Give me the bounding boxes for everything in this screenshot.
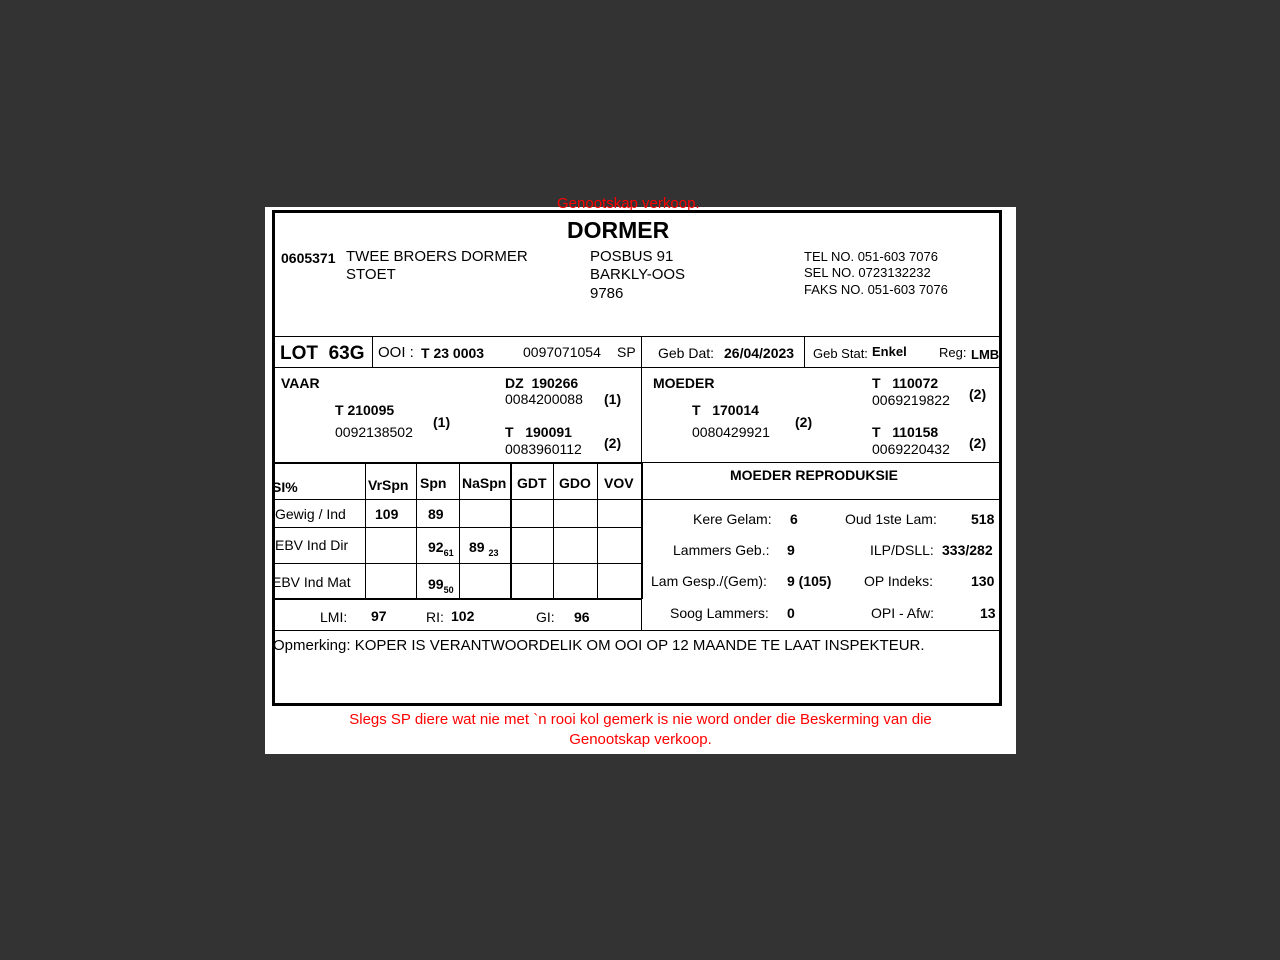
vaar-number: 0092138502 (335, 424, 413, 440)
divider (510, 462, 512, 599)
geb-dat-value: 26/04/2023 (724, 345, 795, 361)
vaar-sire-number: 0084200088 (505, 391, 583, 407)
si-header-gdt: GDT (517, 475, 547, 491)
footer-notice-line2: Genootskap verkoop. (569, 731, 712, 748)
moeder-id: T 170014 (692, 402, 759, 418)
vaar-code: (1) (433, 414, 451, 430)
gewig-vrspn: 109 (375, 506, 399, 522)
gi-label: GI: (536, 609, 555, 625)
divider (372, 336, 373, 368)
opi-value: 13 (980, 605, 996, 621)
divider (273, 336, 1001, 337)
op-indeks-value: 130 (971, 573, 995, 589)
remark-label: Opmerking: (273, 637, 351, 654)
vaar-sire-id: DZ 190266 (505, 375, 579, 391)
opi-label: OPI - Afw: (871, 605, 935, 621)
ri-value: 102 (451, 608, 475, 624)
ri-label: RI: (426, 609, 444, 625)
tel-number: TEL NO. 051-603 7076 (804, 249, 938, 264)
divider (416, 462, 417, 599)
moeder-sire-id: T 110072 (872, 375, 939, 391)
ebv-mat-spn (428, 576, 454, 595)
top-notice-fragment: Genootskap verkoop. (557, 195, 700, 212)
divider (597, 462, 598, 599)
moeder-dam-id: T 110158 (872, 424, 939, 440)
lam-gesp-value: 9 (105) (787, 573, 832, 589)
geb-stat-label: Geb Stat: (813, 346, 868, 361)
divider (272, 563, 642, 564)
moeder-dam-code: (2) (969, 435, 987, 451)
divider (272, 630, 1002, 631)
row-label-gewig: Gewig / Ind (275, 506, 346, 522)
si-header-vov: VOV (604, 475, 634, 491)
moeder-number: 0080429921 (692, 424, 770, 440)
breeder-name-line2: STOET (346, 266, 396, 283)
vaar-dam-id: T 190091 (505, 424, 572, 440)
oud-value: 518 (971, 511, 995, 527)
lot-number: 63G (328, 343, 365, 364)
vaar-label: VAAR (281, 375, 320, 391)
lammers-geb-value: 9 (787, 542, 795, 558)
vaar-dam-number: 0083960112 (505, 441, 582, 457)
divider (272, 527, 642, 528)
address-line3: 9786 (590, 285, 624, 302)
ooi-label: OOI : (378, 344, 414, 361)
remark (273, 637, 925, 654)
ilp-value: 333/282 (942, 542, 993, 558)
soog-label: Soog Lammers: (670, 605, 769, 621)
kere-gelam-label: Kere Gelam: (693, 511, 772, 527)
ooi-id: T 23 0003 (421, 345, 485, 361)
si-header-vrspn: VrSpn (368, 477, 409, 493)
ebv-dir-spn (428, 539, 454, 558)
op-indeks-label: OP Indeks: (864, 573, 934, 589)
divider (553, 462, 554, 599)
moeder-label: MOEDER (653, 375, 715, 391)
remark-text: KOPER IS VERANTWOORDELIK OM OOI OP 12 MAANDE TE LAAT INSPEKTEUR. (354, 637, 925, 654)
divider (273, 367, 1001, 368)
divider (641, 462, 643, 599)
row-label-ebv-mat: EBV Ind Mat (272, 574, 351, 590)
reg-value: LMB (971, 347, 1000, 362)
si-header-spn: Spn (420, 475, 447, 491)
divider (804, 336, 805, 368)
address-line2: BARKLY-OOS (590, 266, 686, 283)
lmi-label: LMI: (320, 609, 348, 625)
vaar-id: T 210095 (335, 402, 395, 418)
divider (641, 599, 642, 630)
sp-mark: SP (617, 344, 636, 360)
gewig-spn: 89 (428, 506, 444, 522)
si-header-naspn: NaSpn (462, 475, 507, 491)
si-header-label: SI% (272, 479, 298, 495)
breed-title: DORMER (567, 217, 670, 243)
address-line1: POSBUS 91 (590, 248, 674, 265)
ebv-dir-naspn-value: 89 (469, 539, 485, 555)
divider (272, 462, 642, 464)
kere-gelam-value: 6 (790, 511, 798, 527)
geb-dat-label: Geb Dat: (658, 345, 715, 361)
reg-label: Reg: (939, 345, 967, 360)
animal-reg-number: 0097071054 (523, 344, 601, 360)
ebv-dir-spn-sub: 61 (443, 548, 454, 558)
soog-value: 0 (787, 605, 795, 621)
moeder-dam-number: 0069220432 (872, 441, 950, 457)
sel-number: SEL NO. 0723132232 (804, 265, 931, 280)
si-header-gdo: GDO (559, 475, 591, 491)
ebv-dir-spn-value: 92 (428, 539, 444, 555)
divider (272, 598, 642, 600)
footer-notice-line1: Slegs SP diere wat nie met `n rooi kol gemerk is nie word onder die Beskerming van die (349, 711, 932, 728)
divider (272, 499, 642, 500)
gi-value: 96 (574, 609, 590, 625)
lmi-value: 97 (371, 608, 387, 624)
divider (642, 499, 1002, 500)
oud-label: Oud 1ste Lam: (845, 511, 937, 527)
divider (641, 336, 642, 462)
ilp-label: ILP/DSLL: (870, 542, 934, 558)
row-label-ebv-dir: EBV Ind Dir (275, 537, 349, 553)
ebv-dir-naspn-sub: 23 (488, 548, 499, 558)
divider (642, 462, 1002, 463)
lammers-geb-label: Lammers Geb.: (673, 542, 770, 558)
geb-stat-value: Enkel (872, 344, 907, 359)
ebv-mat-spn-value: 99 (428, 576, 444, 592)
ebv-dir-naspn (469, 539, 498, 558)
catalog-card (265, 195, 1016, 754)
moeder-sire-code: (2) (969, 386, 987, 402)
vaar-dam-code: (2) (604, 435, 622, 451)
moeder-code: (2) (795, 414, 813, 430)
breeder-name-line1: TWEE BROERS DORMER (346, 248, 528, 265)
moeder-sire-number: 0069219822 (872, 392, 950, 408)
ebv-mat-spn-sub: 50 (443, 585, 454, 595)
vaar-sire-code: (1) (604, 391, 622, 407)
lot-label (280, 343, 364, 365)
lot-word: LOT (280, 343, 318, 364)
faks-number: FAKS NO. 051-603 7076 (804, 282, 948, 297)
lam-gesp-label: Lam Gesp./(Gem): (651, 573, 767, 589)
divider (459, 462, 460, 599)
reproduction-title: MOEDER REPRODUKSIE (730, 467, 899, 483)
divider (365, 462, 366, 599)
breeder-number: 0605371 (281, 250, 336, 266)
